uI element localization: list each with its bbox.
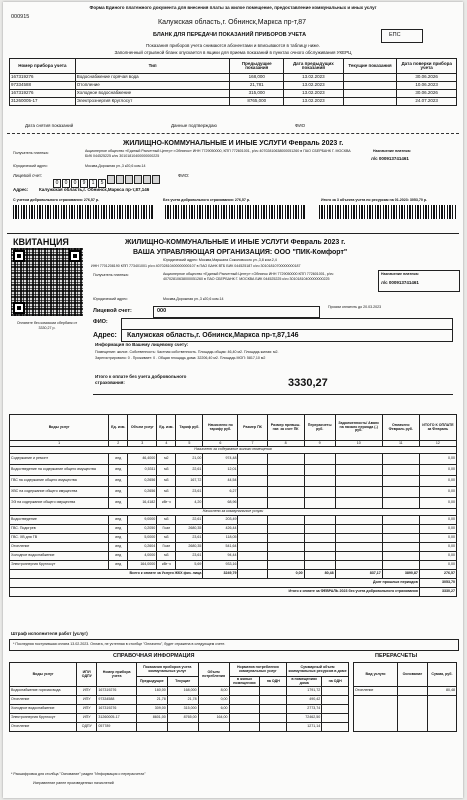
kvit-purpose: л/с 000913741461 [381,280,419,285]
section-housing: Начислено за содержание жилого помещения [10,447,457,454]
kvit-total-label: Итого к оплате без учета добровольного страхования: [95,374,187,385]
stub-payee: Акционерное общество «Единый Расчетный Центр» г.Обнинск» ИНН 7729050000, КПП 772601001, р/сч 40702810638000051260 в ПАО СБЕРБАНК Г. МОСКВА БИК 044525225 к/сч 30101810400000000225 [85,149,351,158]
table-row: Водоотведение инд 9,0000 м3 22,61 203,49 0,00 [10,516,457,525]
stub-account-label: Лицевой счет: [13,173,43,178]
payment-document [3,2,463,798]
kvit-payee-label: Получатель платежа: [93,273,129,277]
table-row: ГВС на содержание общего имущества инд 0,2656 м3 167,72 44,54 0,00 [10,476,457,487]
kvit-payee: Акционерное общество «Единый Расчетный Центр» г.Обнинск ИНН 7729050000 КПП 772601001, р/сч 40702810638000051260 в ПАО СБЕРБАНК Г. МОСКВА БИК 044525225 к/сч 30101810400000000225 [163,272,334,281]
table-row: ХВС на содержание общего имущества инд 0,2656 м3 23,61 6,27 0,00 [10,487,457,498]
table-row: Электроэнергия Круглосут инд 164,0000 кВт·ч 5,69 933,16 0,00 [10,561,457,570]
current-reading-input[interactable] [343,82,397,90]
sign-confirm-label: Данные подтверждаю [171,123,217,128]
divider [93,394,453,395]
table-row: 97334588 Отопление 21,781 13.02.2023 10.06.2023 [10,82,457,90]
table-row: Отопление ОДПУ 057789 1271,14 [10,723,349,732]
provider-box [381,29,423,43]
kvit-heading: ЖИЛИЩНО-КОММУНАЛЬНЫЕ И ИНЫЕ УСЛУГИ Февраль 2023 г. [125,239,346,246]
stub-addr-label: Адрес: [13,187,29,192]
meter-readings-table [9,58,457,106]
col-check-date: Дата поверки прибора учета [397,59,457,74]
table-row: Отопление инд 0,2604 Гкал 2680,35 541,64 0,00 [10,543,457,552]
col-meter-no: Номер прибора учета [10,59,76,74]
stub-sum-total: Итого за 3 объекта учета по ресурсам на 01.2023: 3053,70 р. [321,198,428,202]
kvit-legal: Москва,Дорожная ул.,3 к20,6 ком.14 [163,297,224,301]
debt-row: Долг прошлых периодов 3053,70 [10,579,457,588]
stub-legal-label: Юридический адрес: [13,164,48,168]
col-prev: Предыдущие показания [230,59,284,74]
document-form-header: Форма Единого платежного документа для внесения платы за жилое помещение, предоставление коммунальных и иных услуг [89,5,377,10]
kvit-info-title: Информация по Вашему лицевому счету: [95,342,189,347]
cut-line [7,133,459,134]
stub-purpose-label: Назначение платежа: [373,149,411,153]
col-type: Тип [75,59,230,74]
kvit-title: КВИТАНЦИЯ [13,237,69,247]
recalc-title: ПЕРЕРАСЧЕТЫ [375,653,418,659]
footnote-2: Исправление ранее произведенных начислений [33,781,114,785]
table-row: Содержание и ремонт инд 46,4000 м2 21,00 974,48 0,00 [10,454,457,465]
kvit-account-label: Лицевой счет: [93,308,132,314]
col-prev-date: Дата предыдущих показаний [284,59,344,74]
stub-sum-uninsured: Без учета добровольного страхования: 276,57 р. [163,198,251,202]
barcode-2 [165,205,305,219]
table-row: ГВС. Подогрев инд 0,2050 Гкал 2680,35 426,44 0,00 [10,525,457,534]
stub-account-digits: 0 0 0 9 1 5 [53,172,161,188]
current-reading-input[interactable] [343,98,397,106]
sign-fio-label: ФИО [295,123,306,128]
table-row: 31260005-17 Электроэнергия Круглосут 8765,000 13.02.2023 24.07.2023 [10,98,457,106]
grand-total-row: Итого к оплате за ФЕВРАЛЬ 2023 без учета добровольного страхования 3330,27 [10,588,457,597]
charges-table: Виды услуг Ед. изм. Объем услуг Ед. изм. Тариф руб. Начислено по тарифу руб. Размер ПК Размер превыш. нат. за счет ПК Перерасчеты руб. Задолженность/ Аванс на начало периода (-) руб. Оплачено Февраль руб. ИТОГО К ОПЛАТЕ за Февраль 1 2 3 4 5 6 7 8 9 10 11 12 Начислено за содержание жилого помещения Содержание и ремонт инд 46,4000 м2 21,00 974,48 0,00 Водоотведение на содержание общего имущества инд 0,5311 м3 22,61 12,01 0,00 ГВС на содержание общего имущества инд 0,2656 м3 167,72 44,54 0,00 ХВС на содержание общего имущества инд 0,2656 м3 23,61 6,27 0,00 ЭЭ на содержание общего имущества инд 16,4182 кВт·ч 4,20 68,96 0,00 Начислено за коммунальные услуги Водоотведение инд 9,0000 м3 22,61 203,49 0,00 ГВС. Подогрев инд 0,2050 Гкал 2680,35 426,44 0,00 ГВС. ХВ для ГВ инд 5,0000 м3 23,61 118,05 0,00 Отопление инд 0,2604 Гкал 2680,35 541,64 0,00 Холодное водоснабжение инд 4,0000 м3 23,61 94,44 0,00 Электроэнергия Круглосут инд 164,0000 кВт·ч 5,69 933,16 0,00 Всего к оплате за Услуги ЖКХ физ. лица 3249,79 0,00 80,48 837,17 3890,87 276,57 Долг прошлых периодов 3053,70 Итого к оплате за ФЕВРАЛЬ 2023 без учета добровольного страхования 3330,27 [9,414,457,597]
kvit-addr: Калужская область,г. Обнинск,Маркса пр-т,87,146 [127,332,299,339]
stub-fio-label: ФИО: [178,173,190,178]
section-utilities: Начислено за коммунальные услуги [10,509,457,516]
stub-addr: Калужская область,г. Обнинск,Маркса пр-т,87,146 [39,187,150,192]
table-row: Водоотведение на содержание общего имущества инд 0,5311 м3 22,61 12,01 0,00 [10,465,457,476]
reference-title: СПРАВОЧНАЯ ИНФОРМАЦИЯ [113,653,195,659]
total-row: Всего к оплате за Услуги ЖКХ физ. лица 3249,79 0,00 80,48 837,17 3890,87 276,57 [10,570,457,579]
reference-table: Виды услуг ИПУ/ ОДПУ Номер прибора учета Показания приборов учета коммунальных услуг Объем потребления Норматив потребления коммунальных услуг Суммарный объем коммунальных ресурсов в доме Предыдущие Текущие в жилых помещениях на ОДН в помещениях дома на ОДН Водоснабжение горячая вода ИПУ 167319276 160,00 168,000 8,00 1791,72 Отопление ИПУ 97334588 21,78 21,78 0,00 490,42 Холодное водоснабжение ИПУ 167319276 309,00 315,000 6,00 2773,74 Электроэнергия Круглосут ИПУ 31260005-17 8601,00 8765,00 164,00 72462,50 Отопление ОДПУ 057789 1271,14 [9,662,349,732]
stub-legal: Москва,Дорожная ул.,3 к20,6 ком.14 [85,164,146,168]
kvit-total: 3330,27 [288,377,328,389]
stub-purpose: л/с 000913741461 [371,156,409,161]
kvit-addr-label: Адрес: [93,332,117,339]
meter-form-provider: ЕПС [389,32,401,38]
kvit-legal-label: Юридический адрес: [93,297,128,301]
kvit-info-2: Зарегистрировано: 0 . Проживает: 0 . Общая площадь дома: 32206,40 м2. Площадь МОП: 5817,10 м2 [95,356,266,360]
meter-form-title: БЛАНК ДЛЯ ПЕРЕДАЧИ ПОКАЗАНИЙ ПРИБОРОВ УЧЕТА [153,32,307,38]
recalc-table: Вид услуги Основание Сумма, руб. Отопление 80,48 [353,662,457,732]
stub-payee-label: Получатель платежа: [13,151,49,155]
divider [7,233,459,234]
kvit-fio-label: ФИО: [93,319,108,325]
table-row: Электроэнергия Круглосут ИПУ 31260005-17 8601,00 8765,00 164,00 72462,50 [10,714,349,723]
barcode-1 [13,205,153,219]
meter-form-note-2: Заполненный отрывной бланк опускается в ящики для приема показаний в пунктах очного обслуживания УКЕРЦ [114,50,352,55]
table-row: 167319276 Водоснабжение горячая вода 168,000 13.02.2023 30.06.2026 [10,74,457,82]
qr-caption: Оплатите без комиссии сбербанк от 3330,27 р. [16,321,78,330]
kvit-org: ВАША УПРАВЛЯЮЩАЯ ОРГАНИЗАЦИЯ: ООО "ПИК-Комфорт" [133,249,348,256]
meter-form-account: 000915 [11,14,30,20]
kvit-org-address: Юридический адрес: Москва,Маршала Соколовского ул.,3,8 ком.2,4 [163,258,277,262]
footnote-1: * Расшифровка для столбца "Основание" раздел "Информация о перерасчетах" [11,772,146,776]
account-box [153,306,320,318]
stub-title: ЖИЛИЩНО-КОММУНАЛЬНЫЕ И ИНЫЕ УСЛУГИ Февраль 2023 г. [123,140,344,147]
table-row: Холодное водоснабжение ИПУ 167319276 309,00 315,000 6,00 2773,74 [10,705,349,714]
kvit-org-inn: ИНН 7701208190 КПП 773401001 р/сч 40702810400000000107 в ПАО БАНК ВТБ БИК 044525187 к/сч 30101810700000000187 [91,264,301,268]
table-row: ГВС. ХВ для ГВ инд 5,0000 м3 23,61 118,05 0,00 [10,534,457,543]
meter-form-address: Калужская область,г. Обнинск,Маркса пр-т,87 [158,19,307,26]
fines-title: Штраф исполнителя работ (услуг) [11,631,88,636]
kvit-account: 000 [157,308,167,314]
table-row: Отопление ИПУ 97334588 21,78 21,78 0,00 490,42 [10,696,349,705]
sign-date-label: Дата снятия показаний [25,123,74,128]
kvit-pay-until: Просим оплатить до 20.03.2023 [328,305,382,309]
stub-sum-insured: С учетом добровольного страхования: 276,57 р. [13,198,100,202]
table-row: ЭЭ на содержание общего имущества инд 16,4182 кВт·ч 4,20 68,96 0,00 [10,498,457,509]
table-row: Холодное водоснабжение инд 4,0000 м3 23,61 94,44 0,00 [10,552,457,561]
kvit-purpose-label: Назначение платежа: [381,272,419,276]
table-row: 167319276 Холодное водоснабжение 315,000 13.02.2023 30.06.2026 [10,90,457,98]
column-numbers-row: 1 2 3 4 5 6 7 8 9 10 11 12 [10,441,457,447]
meter-form-note-1: Показания приборов учета снимаются абонентами и вписываются в таблицу ниже. [145,43,321,48]
current-reading-input[interactable] [343,90,397,98]
col-current: Текущие показания [343,59,397,74]
table-row: Водоснабжение горячая вода ИПУ 167319276 160,00 168,000 8,00 1791,72 [10,687,349,696]
barcode-3 [319,205,457,219]
payment-qr-code [11,248,83,316]
table-row: Отопление 80,48 [354,687,457,696]
kvit-info-1: Помещение: жилое. Собственность: Частная собственность. Площадь общая: 46,40 м2. Площадь жилая: м2. [95,350,279,354]
current-reading-input[interactable] [343,74,397,82]
fines-note: * Последняя поступившая оплата 13.02.2023. Оплата, не учтенная в столбце "Оплачено", будет отражена в следующем счете. [13,642,226,646]
